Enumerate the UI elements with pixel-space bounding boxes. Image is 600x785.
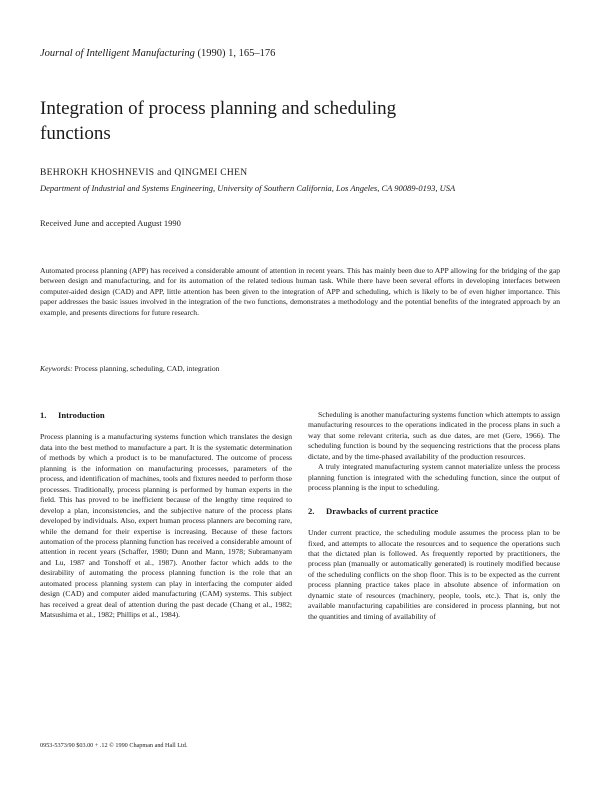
section-2-heading: [308, 506, 560, 516]
journal-citation: (1990) 1, 165–176: [197, 48, 276, 59]
keywords-label: Keywords:: [40, 364, 73, 373]
intro-paragraph-3: A truly integrated manufacturing system cannot materialize unless the process planning function is integrated with the scheduling function, since the output of process planning is the input to scheduling.: [308, 462, 560, 493]
received-date: Received June and accepted August 1990: [40, 218, 181, 228]
section-2-paragraph: Under current practice, the scheduling module assumes the process plan to be fixed, and attempts to allocate the resources and to sequence the operations such that the dictated plan is followed. As frequently reported by practitioners, the process plan (manually or automatically generated) is routinely modified because of the scheduling conflicts on the shop floor. This is to be expected as the current process planning practice takes place in absolute absence of information on dynamic state of resources (machinery, people, tools, etc.). That is, only the available manufacturing capabilities are considered in process planning, but not the quantities and timing of availability of: [308, 528, 560, 621]
left-column: [40, 410, 292, 621]
authors: BEHROKH KHOSHNEVIS and QINGMEI CHEN: [40, 168, 248, 178]
right-column: [308, 410, 560, 622]
section-1-paragraph: Process planning is a manufacturing systems function which translates the design data into the best method to manufacture a part. It is the systematic determination of methods by which a product is to be manufactured. The outcome of process planning is the information on manufacturing processes, parameters of the process, and identification of machines, tools and fixtures needed to perform those processes. Traditionally, process planning is performed by human experts in the field. This has proved to be inefficient because of the lengthy time required to develop a plan, inconsistencies, and the subjective nature of the process plans developed by individuals. Also, expert human process planners are becoming rare, while the demand for their expertise is increasing. Because of these factors automation of the process planning function has received a considerable amount of attention in recent years (Schaffer, 1980; Dunn and Mann, 1978; Subramanyam and Lu, 1987 and Tonshoff et al., 1987). Another factor which adds to the desirability of automating the process planning function is the role that an automated process planning system can play in interfacing the computer aided design (CAD) and computer aided manufacturing (CAM) systems. This subject has received a great deal of attention during the past decade (Chang et al., 1982; Matsushima et al., 1982; Phillips et al., 1984).: [40, 432, 292, 620]
intro-paragraph-2: Scheduling is another manufacturing systems function which attempts to assign manufacturing resources to the operations indicated in the process plans in such a way that some relevant criteria, such as due dates, are met (Gere, 1966). The scheduling function is bound by the sequencing restrictions that the process plans dictate, and by the time-phased availability of the production resources.: [308, 410, 560, 461]
keywords-text: Process planning, scheduling, CAD, integration: [74, 364, 220, 373]
section-2-title: Drawbacks of current practice: [326, 505, 439, 516]
section-1-number: 1.: [40, 410, 47, 420]
keywords: [40, 364, 560, 373]
abstract: Automated process planning (APP) has received a considerable amount of attention in recent years. This has mainly been due to APP allowing for the bridging of the gap between design and manufacturing, and for its automation of the related tedious human task. While there have been several efforts in developing interfaces between computer-aided design (CAD) and APP, little attention has been given to the integration of APP and scheduling, which is likely to be of even higher importance. This paper addresses the basic issues involved in the integration of the two functions, demonstrates a methodology and the potential benefits of the integrated approach by an example, and presents directions for future research.: [40, 266, 560, 317]
section-1-title: Introduction: [58, 410, 105, 420]
journal-name: Journal of Intelligent Manufacturing: [40, 48, 195, 59]
paper-title: Integration of process planning and scheduling functions: [40, 98, 397, 144]
section-1-heading: [40, 410, 292, 420]
section-2-number: 2.: [308, 505, 315, 516]
affiliation: Department of Industrial and Systems Engineering, University of Southern California, Los Angeles, CA 90089-0193, USA: [40, 183, 456, 193]
copyright-footer: 0953-5373/90 $03.00 + .12 © 1990 Chapman and Hall Ltd.: [40, 742, 188, 749]
journal-header: [40, 48, 275, 59]
